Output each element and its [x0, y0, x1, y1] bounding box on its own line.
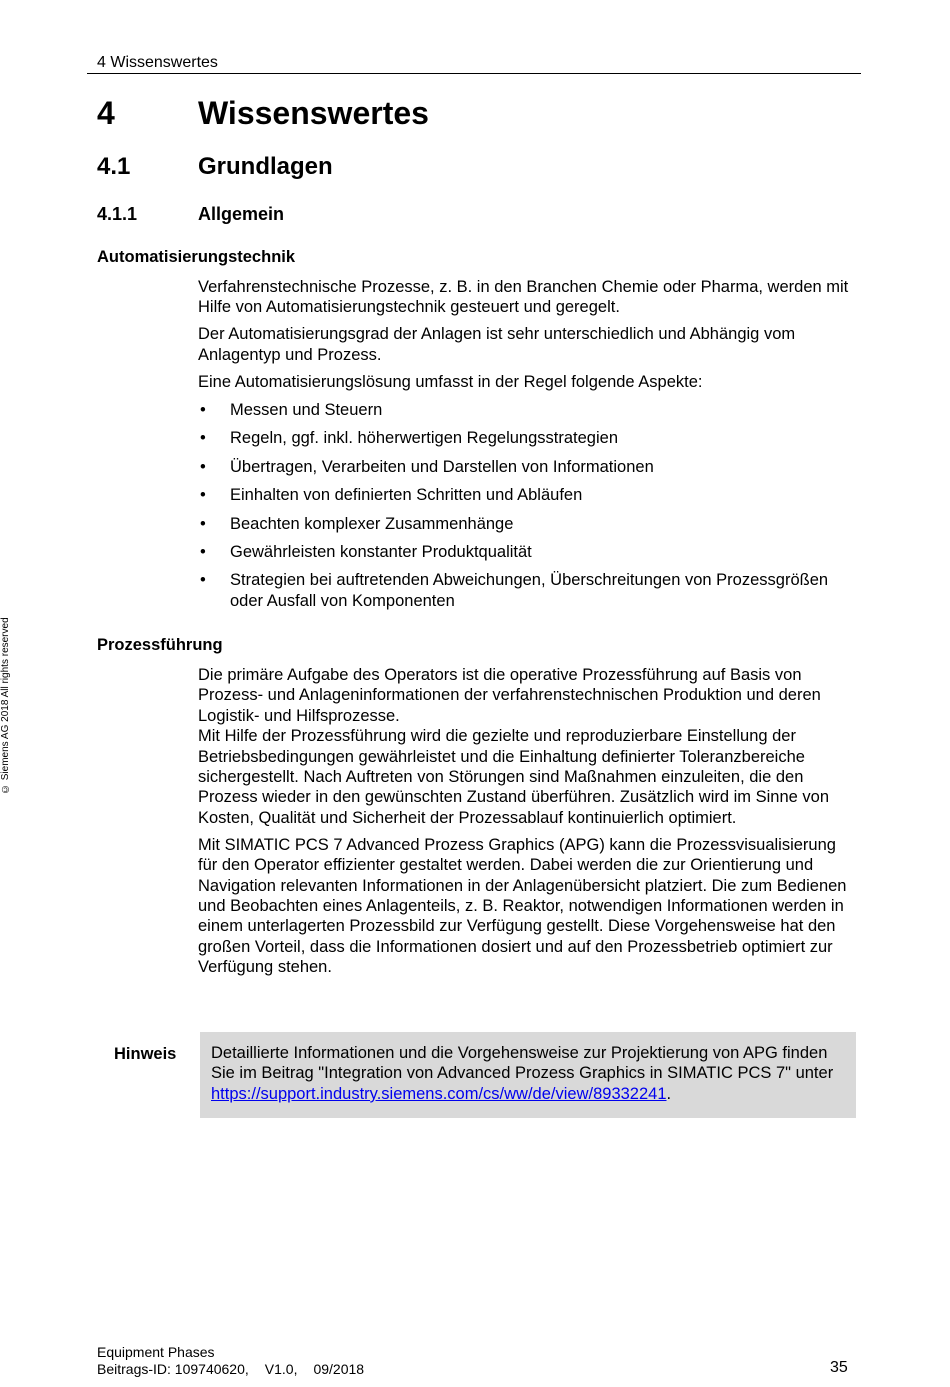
- aspects-list: [198, 400, 858, 611]
- list-item: [198, 514, 858, 534]
- list-item-text: Messen und Steuern: [230, 401, 383, 420]
- footer-id: Beitrags-ID: 109740620,: [97, 1361, 249, 1377]
- list-item: [198, 570, 858, 611]
- section-title: Grundlagen: [198, 153, 333, 180]
- process-paragraph: Die primäre Aufgabe des Operators ist die operative Prozessführung auf Basis von Prozess- und Anlageninformationen der verfahrenstechnischen Produktion und deren Logistik- und Hilfsprozesse.: [198, 666, 821, 725]
- automation-body: [198, 277, 858, 619]
- process-body: [198, 665, 858, 984]
- note-text-end: .: [666, 1084, 672, 1103]
- list-item-text: Einhalten von definierten Schritten und Abläufen: [230, 486, 583, 505]
- header-rule: [87, 73, 861, 74]
- footer-version: V1.0,: [264, 1361, 298, 1377]
- process-paragraph: Mit Hilfe der Prozessführung wird die gezielte und reproduzierbare Einstellung der Betriebsbedingungen gewährleistet und die Einhaltung definierter Toleranzbereiche sichergestellt. Nach Auftreten von Störungen sind Maßnahmen einzuleiten, die den Prozess wieder in den gewünschten Zustand überführen. Zusätzlich wird im Sinne von Kosten, Qualität und Sicherheit der Prozessablauf kontinuierlich optimiert.: [198, 727, 829, 827]
- list-item-text: Gewährleisten konstanter Produktqualität: [230, 543, 532, 562]
- automation-paragraph: Eine Automatisierungslösung umfasst in der Regel folgende Aspekte:: [198, 372, 703, 391]
- list-item: [198, 400, 858, 420]
- process-heading: Prozessführung: [97, 636, 223, 654]
- footer: [97, 1344, 380, 1378]
- bullet-icon: •: [200, 514, 206, 533]
- footer-date: 09/2018: [313, 1361, 365, 1377]
- list-item: [198, 485, 858, 505]
- list-item: [198, 457, 858, 477]
- list-item-text: Beachten komplexer Zusammenhänge: [230, 514, 514, 533]
- section-number: 4.1: [97, 153, 131, 180]
- bullet-icon: •: [200, 457, 206, 476]
- footer-id-line: [97, 1361, 380, 1378]
- note-label: Hinweis: [114, 1045, 177, 1063]
- subsection-title: Allgemein: [198, 204, 285, 224]
- list-item: [198, 542, 858, 562]
- bullet-icon: •: [200, 429, 206, 448]
- bullet-icon: •: [200, 486, 206, 505]
- list-item: [198, 428, 858, 448]
- chapter-number: 4: [97, 95, 115, 131]
- page-number: 35: [830, 1359, 848, 1376]
- chapter-title: Wissenswertes: [198, 95, 429, 131]
- list-item-text: Regeln, ggf. inkl. höherwertigen Regelungsstrategien: [230, 429, 618, 448]
- note-box: [200, 1032, 856, 1118]
- note-link[interactable]: https://support.industry.siemens.com/cs/ww/de/view/89332241: [211, 1084, 667, 1103]
- automation-paragraph: Der Automatisierungsgrad der Anlagen ist sehr unterschiedlich und Abhängig vom Anlagentyp und Prozess.: [198, 325, 796, 364]
- list-item-text: Übertragen, Verarbeiten und Darstellen von Informationen: [230, 457, 654, 476]
- automation-paragraph: Verfahrenstechnische Prozesse, z. B. in den Branchen Chemie oder Pharma, werden mit Hilfe von Automatisierungstechnik gesteuert und geregelt.: [198, 278, 849, 317]
- sidebar-copyright: © Siemens AG 2018 All rights reserved: [0, 617, 11, 794]
- note-text: Detaillierte Informationen und die Vorgehensweise zur Projektierung von APG finden Sie im Beitrag "Integration von Advanced Prozess Graphics in SIMATIC PCS 7" unter: [211, 1044, 834, 1083]
- automation-heading: Automatisierungstechnik: [97, 248, 296, 266]
- process-paragraph: Mit SIMATIC PCS 7 Advanced Prozess Graphics (APG) kann die Prozessvisualisierung für den Operator effizienter gestaltet werden. Dabei werden die zur Orientierung und Navigation relevanten Informationen in der Anlagenübersicht platziert. Die zum Bedienen und Beobachten eines Anlagenteils, z. B. Reaktor, notwendigen Informationen werden in einem unterlagerten Prozessbild zur Verfügung gestellt. Diese Vorgehensweise hat den großen Vorteil, dass die Informationen dosiert und auf den Prozessbetrieb optimiert zur Verfügung stehen.: [198, 835, 847, 977]
- footer-title: Equipment Phases: [97, 1344, 215, 1360]
- bullet-icon: •: [200, 401, 206, 420]
- bullet-icon: •: [200, 543, 206, 562]
- running-header: 4 Wissenswertes: [97, 54, 218, 71]
- list-item-text: Strategien bei auftretenden Abweichungen, Überschreitungen von Prozessgrößen oder Ausfall von Komponenten: [230, 571, 829, 610]
- bullet-icon: •: [200, 571, 206, 590]
- subsection-number: 4.1.1: [97, 204, 138, 224]
